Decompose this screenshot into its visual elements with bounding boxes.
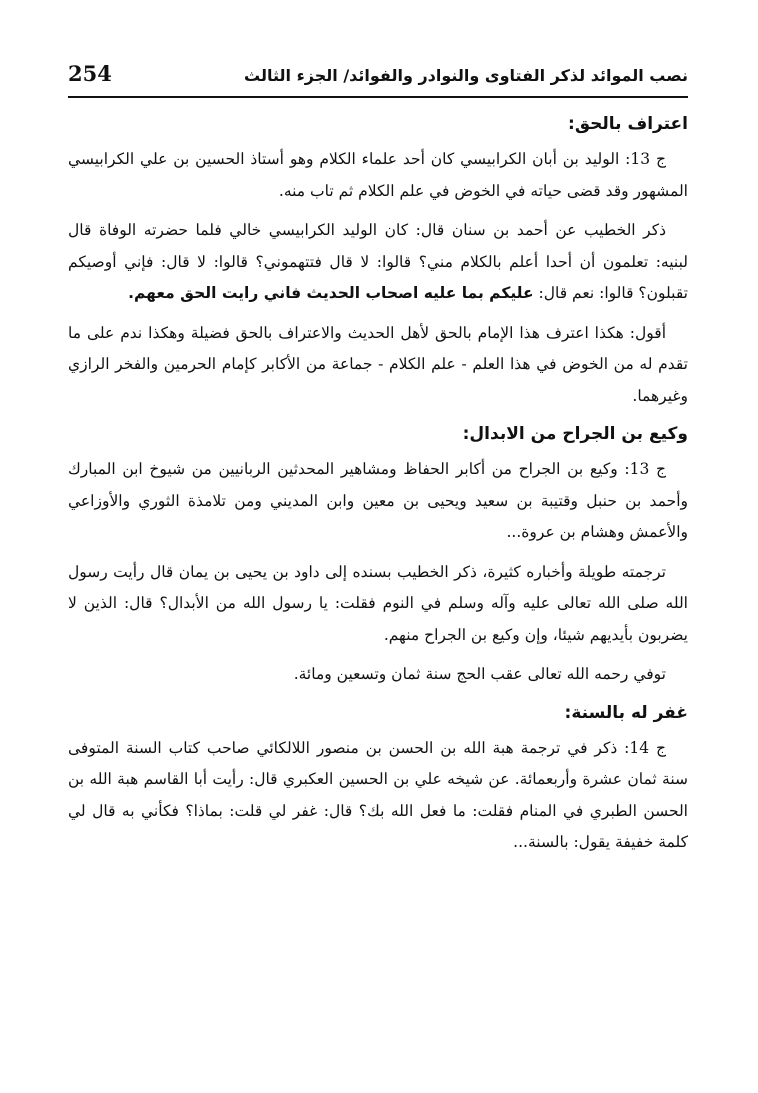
paragraph: ج 13: وكيع بن الجراح من أكابر الحفاظ ومشاهير المحدثين الربانيين من شيوخ ابن المبارك وأحمد بن حنبل وقتيبة بن سعيد ويحيى بن معين وابن المديني ومن تلامذة الثوري والأوزاعي والأعمش وهشام بن عروة...: [68, 460, 688, 541]
running-title: نصب الموائد لذكر الفتاوى والنوادر والفوائد/ الجزء الثالث: [244, 66, 688, 85]
paragraph: ج 14: ذكر في ترجمة هبة الله بن الحسن بن منصور اللالكائي صاحب كتاب السنة المتوفى سنة ثمان عشرة وأربعمائة. عن شيخه علي بن الحسين العكبري قال: رأيت أبا القاسم هبة الله بن الحسن الطبري في المنام فقلت: ما فعل الله بك؟ قال: غفر لي قلت: بماذا؟ فكأني به قال لي كلمة خفيفة يقول: بالسنة...: [68, 738, 688, 851]
paragraph: توفي رحمه الله تعالى عقب الحج سنة ثمان وتسعين ومائة.: [293, 665, 666, 683]
bold-quote: عليكم بما عليه اصحاب الحديث فاني رايت الحق معهم.: [128, 284, 534, 302]
paragraph: ج 13: الوليد بن أبان الكرابيسي كان أحد علماء الكلام وهو أستاذ الحسين بن علي الكرابيسي المشهور وقد قضى حياته في الخوض في علم الكلام ثم تاب منه.: [68, 150, 688, 200]
section-heading-acknowledging-truth: اعتراف بالحق:: [568, 114, 688, 134]
page-header: [68, 58, 688, 98]
page-body: [68, 110, 688, 867]
paragraph-text: ذكر الخطيب عن أحمد بن سنان قال: كان الوليد الكرابيسي خالي فلما حضرته الوفاة قال لبنيه: تعلمون أن أحدا أعلم بالكلام مني؟ قالوا: لا قال فتتهموني؟ قالوا: لا قال: فإني أوصيكم تقبلون؟ قالوا: نعم قال:: [68, 221, 688, 302]
section-heading-forgiven-by-sunnah: غفر له بالسنة:: [564, 702, 688, 723]
paragraph: أقول: هكذا اعترف هذا الإمام بالحق لأهل الحديث والاعتراف بالحق فضيلة وهكذا ندم على ما تقدم له من الخوض في هذا العلم - علم الكلام - جماعة من الأكابر كإمام الحرمين والفخر الرازي وغيرهما.: [68, 323, 688, 405]
paragraph: [68, 215, 688, 310]
page-number: 254: [68, 61, 112, 86]
paragraph: ترجمته طويلة وأخباره كثيرة، ذكر الخطيب بسنده إلى داود بن يحيى بن يمان قال رأيت رسول الله صلى الله تعالى عليه وآله وسلم في النوم فقلت: يا رسول الله من الأبدال؟ قال: الذين لا يضربون بأيديهم شيئا، وإن وكيع بن الجراح منهم.: [68, 562, 688, 644]
section-heading-wakee-abdal: وكيع بن الجراح من الابدال:: [462, 424, 688, 444]
